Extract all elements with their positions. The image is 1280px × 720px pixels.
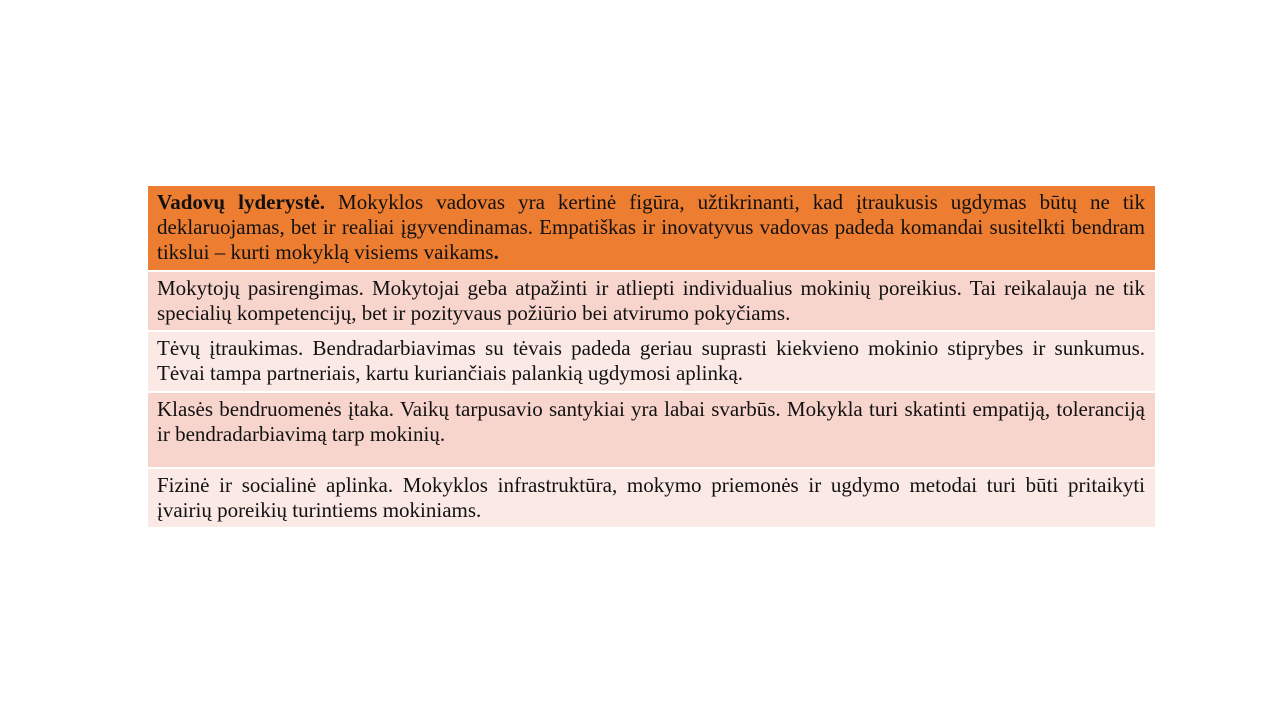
row-leadership <box>148 186 1155 270</box>
row-environment-text: Fizinė ir socialinė aplinka. Mokyklos infrastruktūra, mokymo priemonės ir ugdymo metodai turi būti pritaikyti įvairių poreikių turintiems mokiniams. <box>157 473 1145 522</box>
row-leadership-text: Mokyklos vadovas yra kertinė figūra, užtikrinanti, kad įtraukusis ugdymas būtų ne tik deklaruojamas, bet ir realiai įgyvendinamas. Empatiškas ir inovatyvus vadovas padeda komandai susitelkti bendram tikslui – kurti mokyklą visiems vaikams <box>157 190 1145 264</box>
row-leadership-title: Vadovų lyderystė. <box>157 190 326 214</box>
row-leadership-end: . <box>493 240 499 264</box>
row-parents <box>148 332 1155 391</box>
row-parents-text: Tėvų įtraukimas. Bendradarbiavimas su tėvais padeda geriau suprasti kiekvieno mokinio stiprybes ir sunkumus. Tėvai tampa partneriais, kartu kuriančiais palankią ugdymosi aplinką. <box>157 336 1145 385</box>
row-class-community <box>148 393 1155 467</box>
row-teachers-text: Mokytojų pasirengimas. Mokytojai geba atpažinti ir atliepti individualius mokinių poreikius. Tai reikalauja ne tik specialių kompetencijų, bet ir pozityvaus požiūrio bei atvirumo pokyčiams. <box>157 276 1145 325</box>
row-teachers <box>148 272 1155 330</box>
row-environment <box>148 469 1155 527</box>
factors-table <box>148 186 1155 527</box>
row-class-community-text: Klasės bendruomenės įtaka. Vaikų tarpusavio santykiai yra labai svarbūs. Mokykla turi skatinti empatiją, toleranciją ir bendradarbiavimą tarp mokinių. <box>157 397 1145 446</box>
